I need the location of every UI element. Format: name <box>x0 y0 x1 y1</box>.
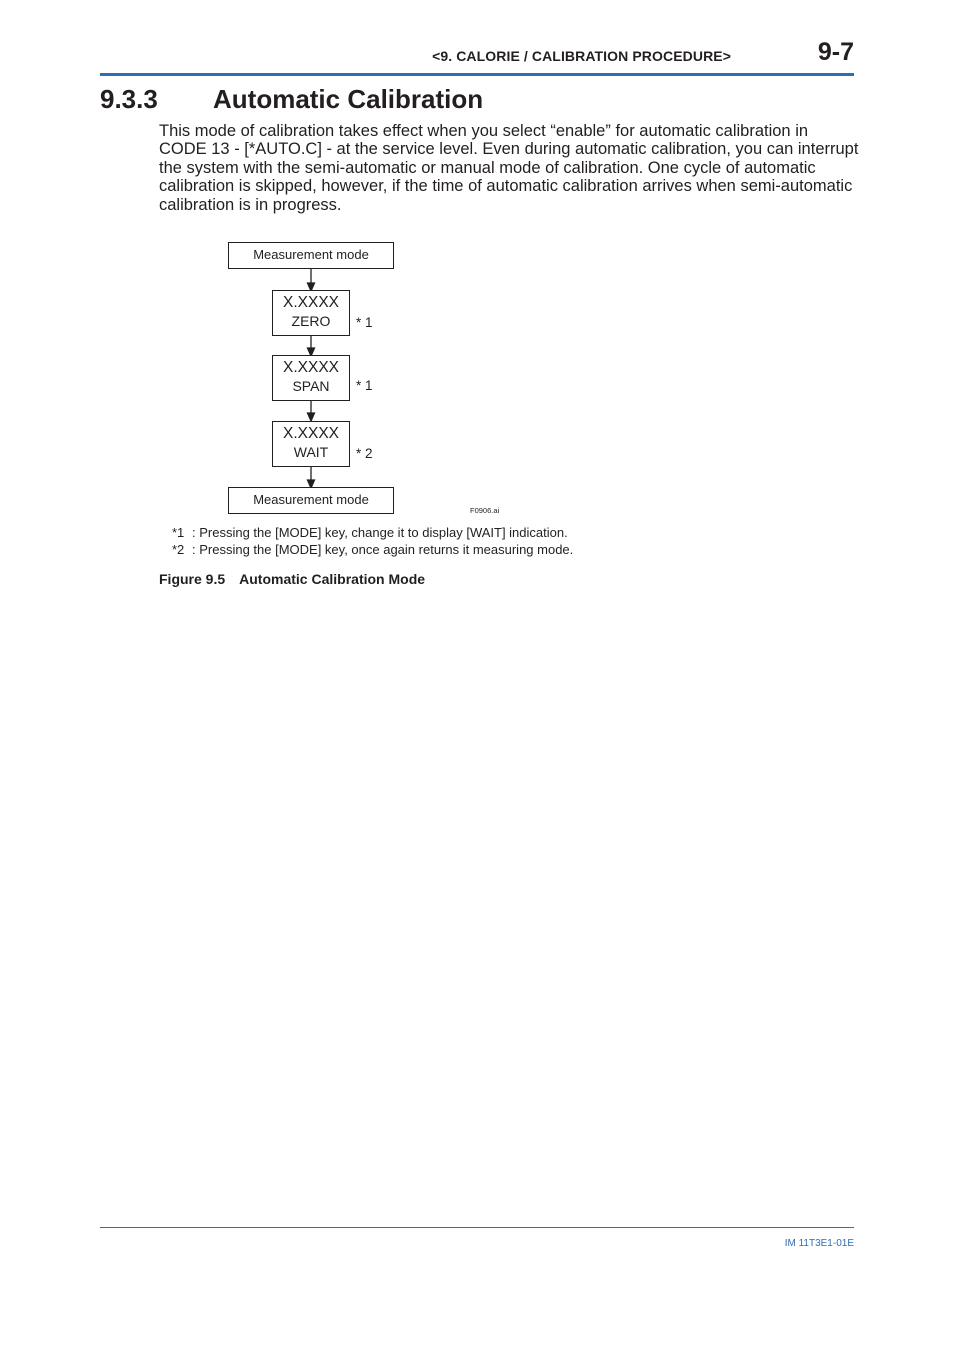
zero-display-value: X.XXXX <box>283 294 339 311</box>
footnote-2-text: : Pressing the [MODE] key, once again returns it measuring mode. <box>192 542 574 557</box>
zero-note-mark: * 1 <box>356 315 373 330</box>
figure-number: Figure 9.5 <box>159 571 226 587</box>
footnote-1-text: : Pressing the [MODE] key, change it to display [WAIT] indication. <box>192 525 568 540</box>
body-paragraph: This mode of calibration takes effect when you select “enable” for automatic calibration in CODE 13 - [*AUTO.C] - at the service level. Even during automatic calibration, you can interrupt the system with the semi-automatic or manual mode of calibration. One cycle of automatic calibration is skipped, however, if the time of automatic calibration arrives when semi-automatic calibration is in progress. <box>159 122 859 214</box>
footer-rule <box>100 1227 854 1228</box>
flow-start-box: Measurement mode <box>228 242 394 269</box>
wait-display-value: X.XXXX <box>283 425 339 442</box>
document-id: IM 11T3E1-01E <box>784 1238 854 1249</box>
figure-caption <box>159 571 425 587</box>
section-number: 9.3.3 <box>100 84 158 114</box>
wait-display-label: WAIT <box>293 444 329 460</box>
footnote-2-key: *2 <box>172 542 185 557</box>
footnote-2 <box>172 542 573 557</box>
footnote-1 <box>172 525 568 540</box>
figure-file-id: F0906.ai <box>470 506 500 515</box>
span-display-value: X.XXXX <box>283 359 339 376</box>
figure-title: Automatic Calibration Mode <box>239 571 426 587</box>
flow-end-box: Measurement mode <box>228 487 394 514</box>
span-display-box <box>272 355 350 401</box>
footnote-1-key: *1 <box>172 525 185 540</box>
zero-display-box <box>272 290 350 336</box>
span-display-label: SPAN <box>292 378 330 394</box>
section-title: Automatic Calibration <box>213 84 484 114</box>
span-note-mark: * 1 <box>356 378 373 393</box>
wait-display-box <box>272 421 350 467</box>
running-header-chapter: <9. CALORIE / CALIBRATION PROCEDURE> <box>432 48 731 64</box>
zero-display-label: ZERO <box>291 313 331 329</box>
page-number: 9-7 <box>817 38 854 66</box>
wait-note-mark: * 2 <box>356 446 373 461</box>
